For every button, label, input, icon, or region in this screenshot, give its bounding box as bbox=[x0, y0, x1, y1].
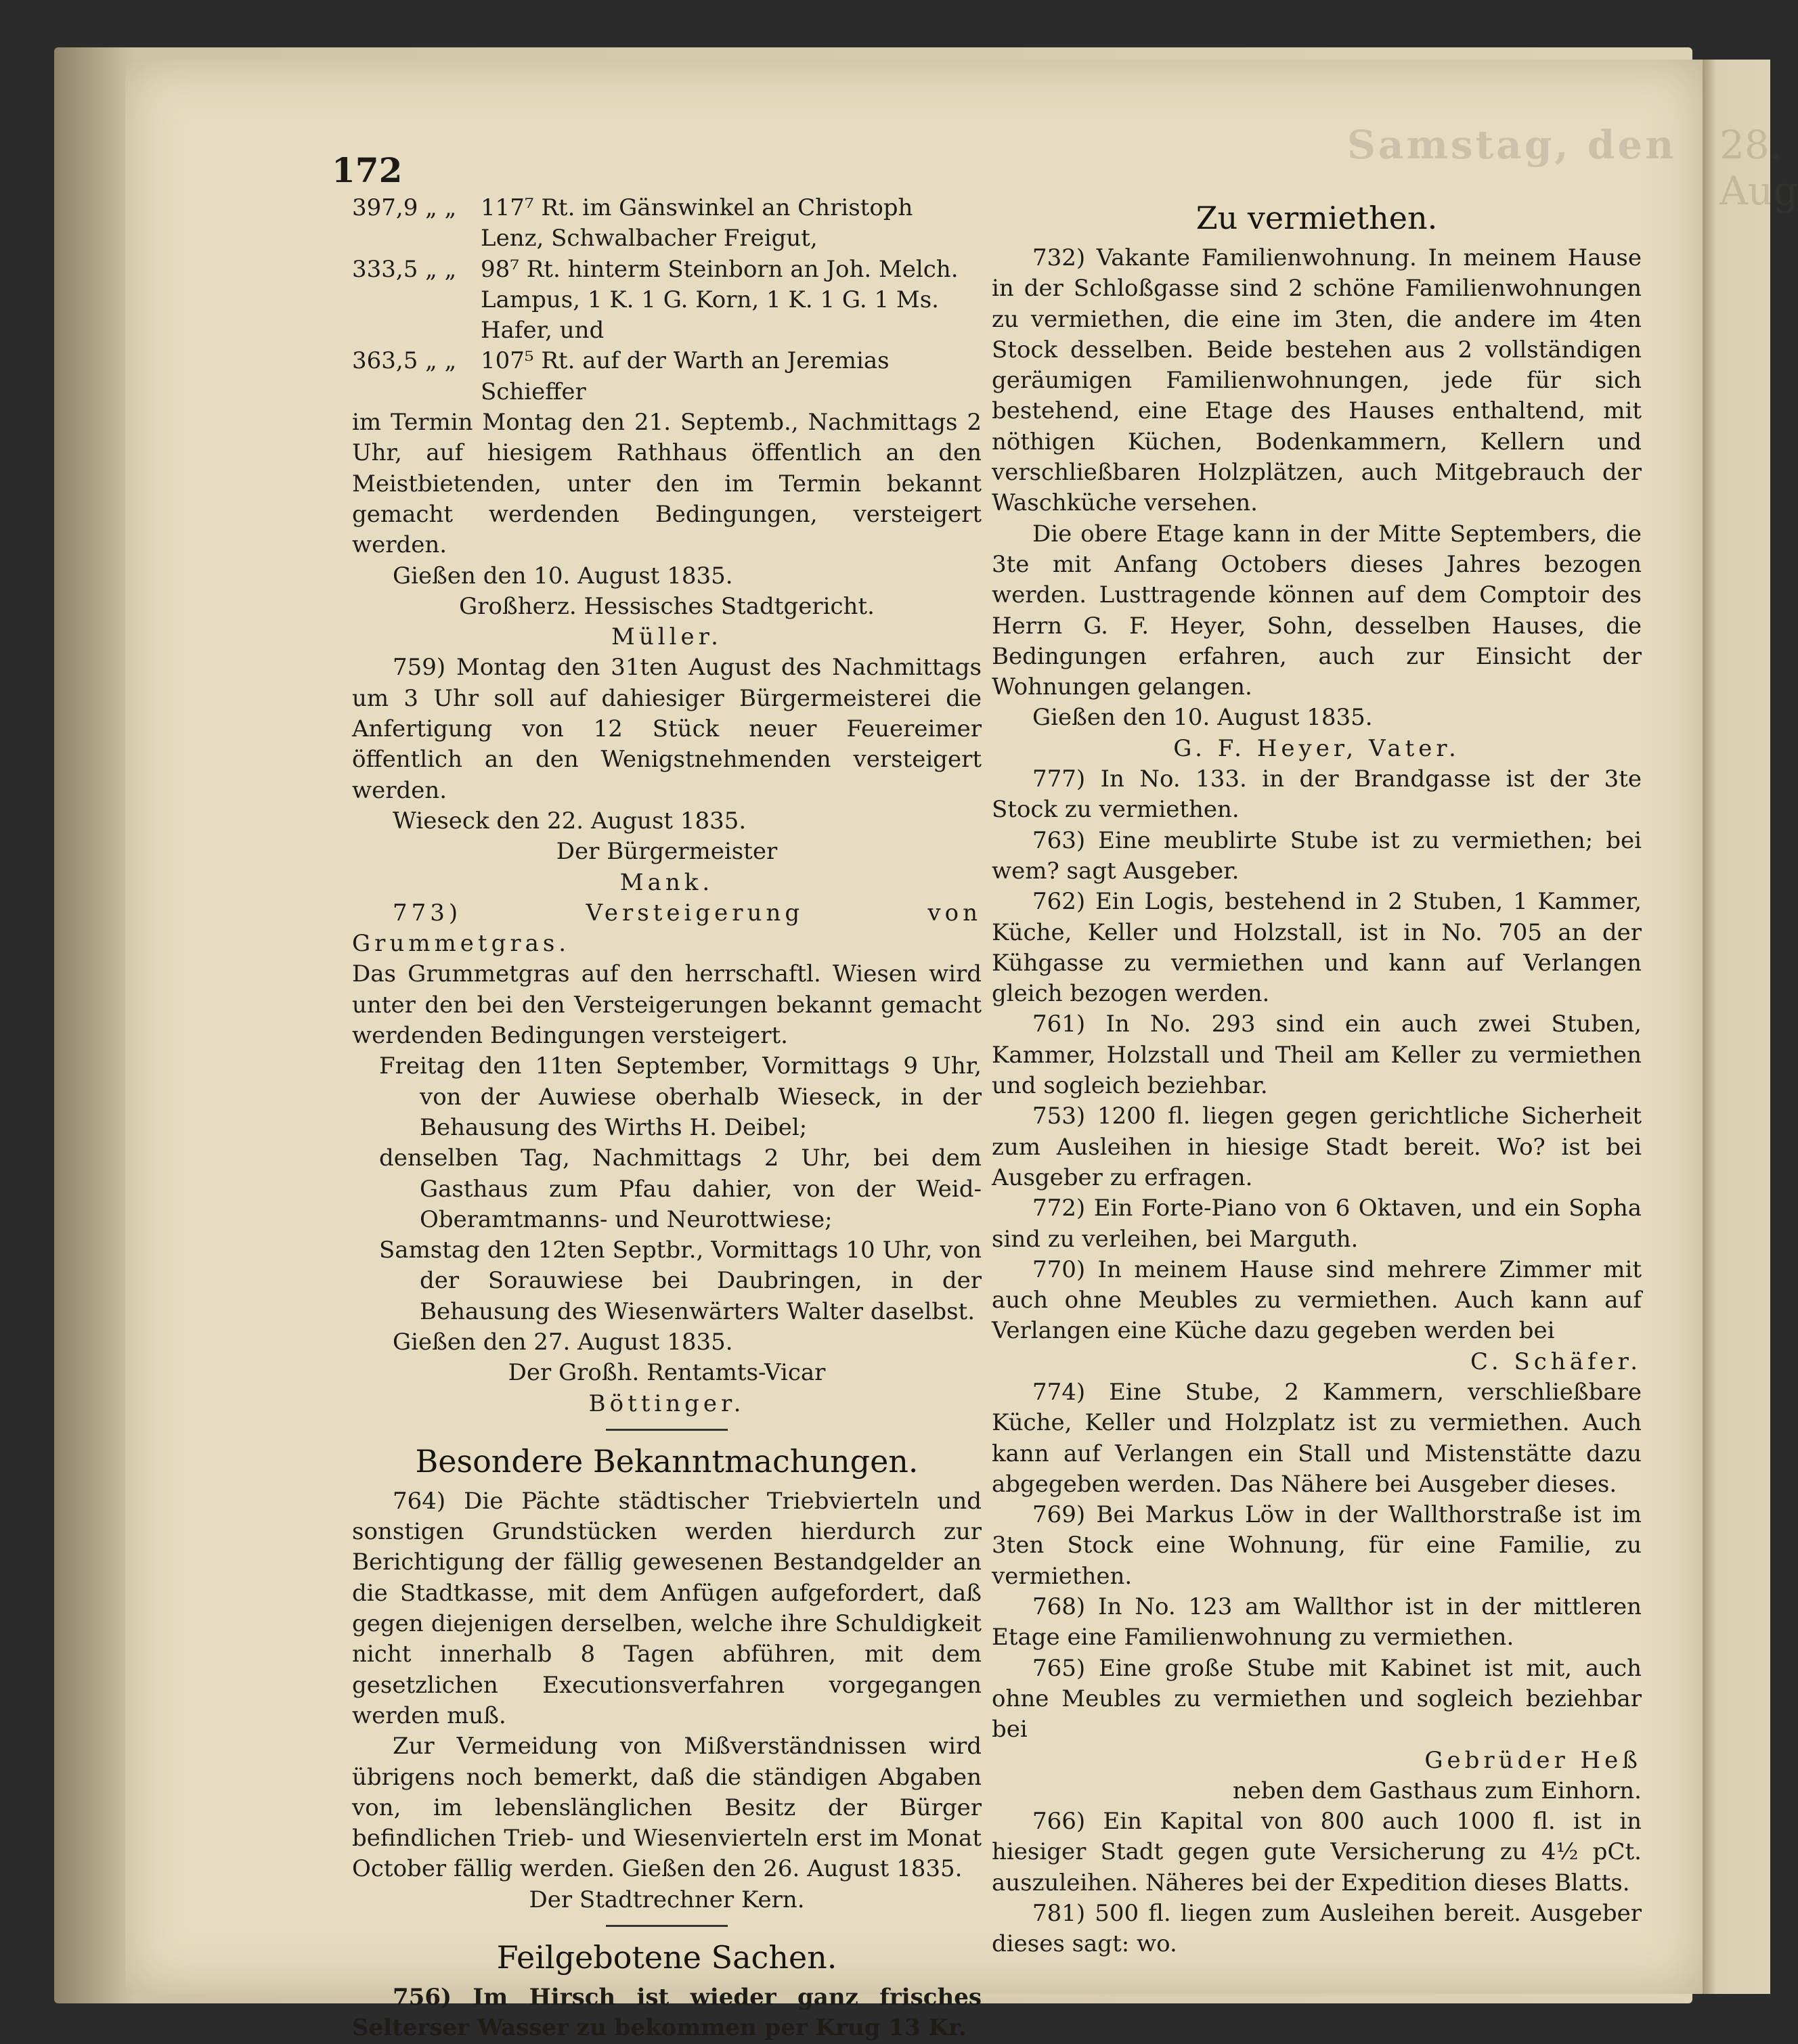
facing-page-edge bbox=[1703, 60, 1770, 1994]
section-divider bbox=[606, 1925, 728, 1927]
list-item-text: 98⁷ Rt. hinterm Steinborn an Joh. Melch. Lampus, 1 K. 1 G. Korn, 1 K. 1 G. 1 Ms. Hafer, und bbox=[481, 255, 959, 345]
notice-759-signature: Mank. bbox=[619, 868, 714, 896]
notice-769: 769) Bei Markus Löw in der Wallthorstraße ist im 3ten Stock eine Wohnung, für eine Familie, zu vermiethen. bbox=[992, 1501, 1642, 1590]
notice-732-text2: Die obere Etage kann in der Mitte Septembers, die 3te mit Anfang Octobers dieses Jahres bezogen werden. Lusttragende können auf dem Comptoir des Herrn G. F. Heyer, Sohn, desselben Hauses, die Bedingungen erfahren, auch zur Einsicht der Wohnungen gelangen. bbox=[992, 520, 1642, 701]
notice-753: 753) 1200 fl. liegen gegen gerichtliche Sicherheit zum Ausleihen in hiesige Stadt bereit. Wo? ist bei Ausgeber zu erfragen. bbox=[992, 1103, 1642, 1191]
right-column bbox=[992, 193, 1642, 1960]
notice-759-date: Wieseck den 22. August 1835. bbox=[393, 807, 747, 835]
notice-773-item: Freitag den 11ten September, Vormittags 9 Uhr, von der Auwiese oberhalb Wieseck, in der Behausung des Wirths H. Deibel; bbox=[379, 1052, 982, 1141]
list-item bbox=[352, 254, 982, 347]
notice-765-signature-line2: neben dem Gasthaus zum Einhorn. bbox=[1232, 1777, 1642, 1804]
notice-772: 772) Ein Forte-Piano von 6 Oktaven, und ein Sopha sind zu verleihen, bei Marguth. bbox=[992, 1195, 1642, 1253]
bleed-through-text-right: 28. Aug bbox=[1719, 122, 1798, 214]
notice-766: 766) Ein Kapital von 800 auch 1000 fl. ist in hiesiger Stadt gegen gute Versicherung zu 4½ pCt. auszuleihen. Näheres bei der Expedition dieses Blatts. bbox=[992, 1808, 1642, 1896]
termin-date: Gießen den 10. August 1835. bbox=[393, 562, 733, 590]
notice-763: 763) Eine meublirte Stube ist zu vermiethen; bei wem? sagt Ausgeber. bbox=[992, 826, 1642, 885]
notice-759: 759) Montag den 31ten August des Nachmittags um 3 Uhr soll auf dahiesiger Bürgermeisterei die Anfertigung von 12 Stück neuer Feuereimer öffentlich an den Wenigstnehmenden versteigert werden. bbox=[352, 654, 982, 804]
notice-765-signature: Gebrüder Heß bbox=[1424, 1746, 1642, 1774]
notice-773-date: Gießen den 27. August 1835. bbox=[393, 1328, 733, 1356]
list-item-number: 397,9 „ „ bbox=[352, 194, 457, 221]
list-item bbox=[352, 193, 982, 254]
termin-court: Großherz. Hessisches Stadtgericht. bbox=[459, 592, 875, 620]
notice-773-signature: Böttinger. bbox=[588, 1390, 745, 1417]
notice-759-title: Der Bürgermeister bbox=[556, 838, 778, 866]
section-heading-besondere: Besondere Bekanntmachungen. bbox=[415, 1442, 919, 1480]
notice-762: 762) Ein Logis, bestehend in 2 Stuben, 1 Kammer, Küche, Keller und Holzstall, ist in No. 705 an der Kühgasse zu vermiethen und kann auf Verlangen gleich bezogen werden. bbox=[992, 888, 1642, 1008]
notice-770: 770) In meinem Hause sind mehrere Zimmer mit auch ohne Meubles zu vermiethen. Auch kann auf Verlangen eine Küche dazu gegeben werden bei bbox=[992, 1256, 1642, 1345]
termin-signature: Müller. bbox=[611, 623, 722, 651]
left-column bbox=[352, 193, 982, 2044]
section-divider bbox=[606, 1429, 728, 1431]
notice-761: 761) In No. 293 sind ein auch zwei Stuben, Kammer, Holzstall und Theil am Keller zu vermiethen und sogleich beziehbar. bbox=[992, 1010, 1642, 1100]
notice-764: 764) Die Pächte städtischer Triebvierteln und sonstigen Grundstücken werden hierdurch zur Berichtigung der fällig gewesenen Bestandgelder an die Stadtkasse, mit dem Anfügen aufgefordert, daß gegen diejenigen derselben, welche ihre Schuldigkeit nicht innerhalb 8 Tagen abführen, mit dem gesetzlichen Executionsverfahren vorgegangen werden muß. bbox=[352, 1487, 982, 1729]
notice-765: 765) Eine große Stube mit Kabinet ist mit, auch ohne Meubles zu vermiethen und sogleich beziehbar bei bbox=[992, 1654, 1642, 1743]
section-heading-feilgebotene: Feilgebotene Sachen. bbox=[496, 1939, 837, 1976]
notice-770-signature: C. Schäfer. bbox=[1470, 1348, 1642, 1375]
list-item-number: 363,5 „ „ bbox=[352, 347, 457, 375]
notice-764-text2: Zur Vermeidung von Mißverständnissen wird übrigens noch bemerkt, daß die ständigen Abgaben von, im lebenslänglichen Besitz der Bürger befindlichen Trieb- und Wiesenvierteln erst im Monat October fällig werden. Gießen den 26. August 1835. bbox=[352, 1733, 982, 1883]
notice-781: 781) 500 fl. liegen zum Ausleihen bereit. Ausgeber dieses sagt: wo. bbox=[992, 1900, 1642, 1958]
notice-764-signature: Der Stadtrechner Kern. bbox=[529, 1886, 805, 1913]
notice-773-title: Der Großh. Rentamts-Vicar bbox=[508, 1359, 826, 1387]
notice-773-heading: 773) Versteigerung von Grummetgras. bbox=[352, 899, 982, 958]
list-item bbox=[352, 346, 982, 407]
bleed-through-text: Samstag, den bbox=[1347, 122, 1677, 168]
page-number: 172 bbox=[332, 150, 403, 190]
notice-732: 732) Vakante Familienwohnung. In meinem Hause in der Schloßgasse sind 2 schöne Familienwohnungen zu vermiethen, die eine im 3ten, die andere im 4ten Stock desselben. Beide bestehen aus 2 vollständigen geräumigen Familienwohnungen, jede für sich bestehend, eine Etage des Hauses enthaltend, mit nöthigen Küchen, Bodenkammern, Kellern und verschließbaren Holzplätzen, auch Mitgebrauch der Waschküche versehen. bbox=[992, 244, 1642, 517]
termin-text: im Termin Montag den 21. Septemb., Nachmittags 2 Uhr, auf hiesigem Rathhaus öffentlich an den Meistbietenden, unter den im Termin bekannt gemacht werdenden Bedingungen, versteigert werden. bbox=[352, 409, 982, 559]
list-item-text: 117⁷ Rt. im Gänswinkel an Christoph Lenz, Schwalbacher Freigut, bbox=[481, 194, 913, 252]
section-heading-vermiethen: Zu vermiethen. bbox=[1196, 200, 1438, 236]
notice-732-signature: G. F. Heyer, Vater. bbox=[1173, 734, 1460, 762]
notice-732-date: Gießen den 10. August 1835. bbox=[1032, 704, 1373, 732]
notice-773-item: denselben Tag, Nachmittags 2 Uhr, bei dem Gasthaus zum Pfau dahier, von der Weid- Oberamtmanns- und Neurottwiese; bbox=[379, 1145, 982, 1233]
notice-774: 774) Eine Stube, 2 Kammern, verschließbare Küche, Keller und Holzplatz ist zu vermiethen. Auch kann auf Verlangen ein Stall und Mistenstätte dazu abgegeben werden. Das Nähere bei Ausgeber dieses. bbox=[992, 1378, 1642, 1498]
notice-768: 768) In No. 123 am Wallthor ist in der mittleren Etage eine Familienwohnung zu vermiethen. bbox=[992, 1593, 1642, 1651]
notice-756: 756) Im Hirsch ist wieder ganz frisches Selterser Wasser zu bekommen per Krug 13 Kr. bbox=[352, 1984, 982, 2042]
list-item-text: 107⁵ Rt. auf der Warth an Jeremias Schieffer bbox=[481, 347, 890, 405]
notice-773-text: Das Grummetgras auf den herrschaftl. Wiesen wird unter den bei den Versteigerungen bekannt gemacht werdenden Bedingungen versteigert. bbox=[352, 960, 982, 1050]
notice-777: 777) In No. 133. in der Brandgasse ist der 3te Stock zu vermiethen. bbox=[992, 765, 1642, 824]
list-item-number: 333,5 „ „ bbox=[352, 255, 457, 283]
notice-773-item: Samstag den 12ten Septbr., Vormittags 10 Uhr, von der Sorauwiese bei Daubringen, in der Behausung des Wiesenwärters Walter daselbst. bbox=[379, 1237, 982, 1325]
